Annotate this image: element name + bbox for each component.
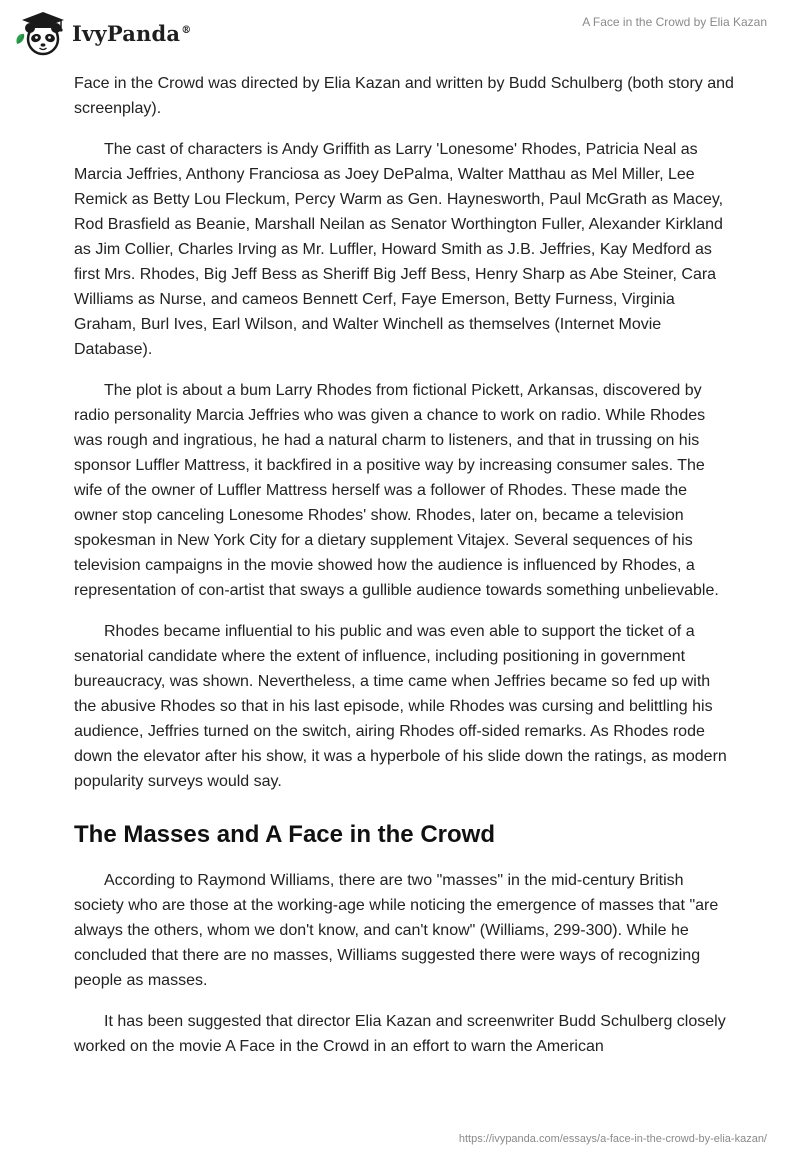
essay-body bbox=[74, 71, 734, 1075]
ivypanda-logo[interactable] bbox=[14, 8, 191, 58]
paragraph: The cast of characters is Andy Griffith as Larry 'Lonesome' Rhodes, Patricia Neal as Marcia Jeffries, Anthony Franciosa as Joey DePalma, Walter Matthau as Mel Miller, Lee Remick as Betty Lou Fleckum, Percy Warm as Gen. Haynesworth, Paul McGrath as Macey, Rod Brasfield as Beanie, Marshall Neilan as Senator Worthington Fuller, Alexander Kirkland as Jim Collier, Charles Irving as Mr. Luffler, Howard Smith as J.B. Jeffries, Kay Medford as first Mrs. Rhodes, Big Jeff Bess as Sheriff Big Jeff Bess, Henry Sharp as Abe Steiner, Cara Williams as Nurse, and cameos Bennett Cerf, Faye Emerson, Betty Furness, Virginia Graham, Burl Ives, Earl Wilson, and Walter Winchell as themselves (Internet Movie Database). bbox=[74, 141, 724, 358]
paragraph: Face in the Crowd was directed by Elia Kazan and written by Budd Schulberg (both story and screenplay). bbox=[74, 75, 734, 117]
paragraph: Rhodes became influential to his public and was even able to support the ticket of a senatorial candidate where the extent of influence, including positioning in government bureaucracy, was shown. Nevertheless, a time came when Jeffries became so fed up with the abusive Rhodes so that in his last episode, while Rhodes was cursing and belittling his audience, Jeffries turned on the switch, airing Rhodes off-sided remarks. As Rhodes rode down the elevator after his show, it was a hyperbole of his slide down the ratings, as modern popularity surveys would say. bbox=[74, 623, 727, 790]
page-header bbox=[0, 0, 800, 60]
document-title: A Face in the Crowd by Elia Kazan bbox=[582, 15, 767, 29]
paragraph: According to Raymond Williams, there are two "masses" in the mid-century British society who are those at the working-age while noticing the emergence of masses that "are always the others, whom we don't know, and can't know" (Williams, 299-300). While he concluded that there are no masses, Williams suggested there were ways of recognizing people as masses. bbox=[74, 872, 719, 989]
source-url-link[interactable]: https://ivypanda.com/essays/a-face-in-the-crowd-by-elia-kazan/ bbox=[458, 1133, 767, 1145]
section-heading: The Masses and A Face in the Crowd bbox=[74, 821, 495, 848]
paragraph: The plot is about a bum Larry Rhodes from fictional Pickett, Arkansas, discovered by radio personality Marcia Jeffries who was given a chance to work on radio. While Rhodes was rough and ingratious, he had a natural charm to listeners, and that in trussing on his sponsor Luffler Mattress, it backfired in a positive way by increasing consumer sales. The wife of the owner of Luffler Mattress herself was a follower of Rhodes. These made the owner stop canceling Lonesome Rhodes' show. Rhodes, later on, became a television spokesman in New York City for a dietary supplement Vitajex. Several sequences of his television campaigns in the movie showed how the audience is influenced by Rhodes, a representation of con-artist that sways a gullible audience towards something unbelievable. bbox=[74, 382, 719, 599]
logo-text: IvyPanda® bbox=[72, 20, 192, 46]
paragraph: It has been suggested that director Elia Kazan and screenwriter Budd Schulberg closely worked on the movie A Face in the Crowd in an effort to warn the American bbox=[74, 1013, 726, 1055]
panda-graduate-icon bbox=[14, 8, 68, 58]
